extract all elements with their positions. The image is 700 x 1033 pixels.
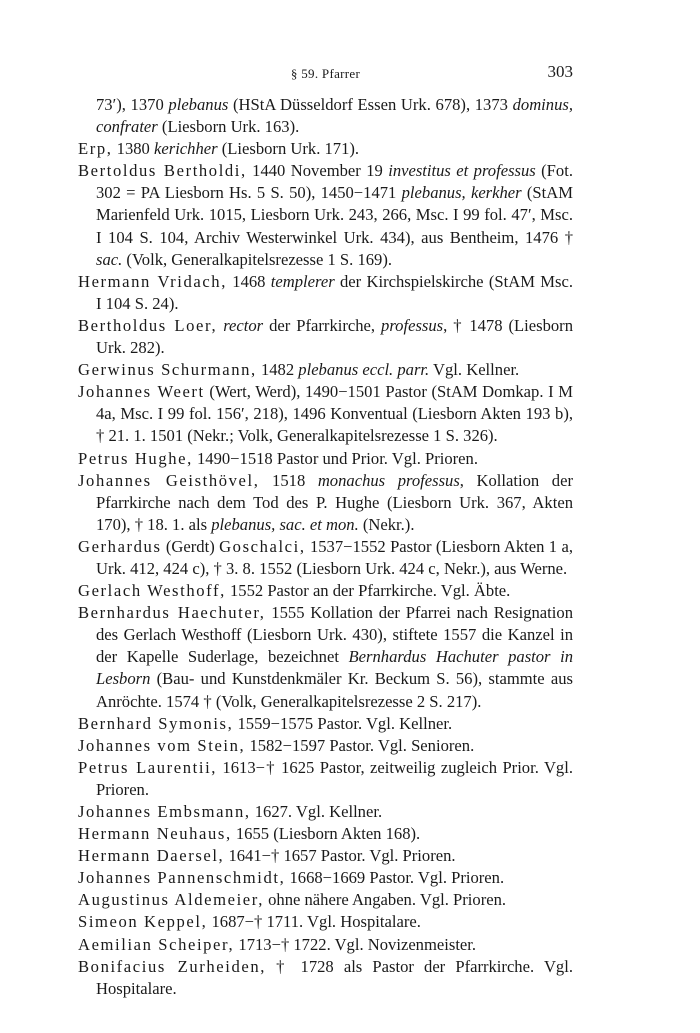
entry-text: (Wert, Werd), 1490−1501 Pastor (StAM Domkap. I M 4a, Msc. I 99 fol. 156′, 218), 1496 Konventual (Liesborn Akten 193 b), † 21. 1. 1501 (Nekr.; Volk, Generalkapitelsrezesse 1 S. 326). [96, 382, 573, 446]
person-name: Johannes Pannenschmidt, [78, 868, 286, 888]
register-entry [78, 470, 573, 536]
register-entry [78, 735, 573, 757]
person-name: Simeon Keppel, [78, 912, 208, 932]
entry-text: 1482 plebanus eccl. parr. Vgl. Kellner. [256, 360, 520, 380]
person-name: Bonifacius Zurheiden, [78, 956, 266, 976]
register-entry [78, 94, 573, 138]
person-name: Bertoldus Bertholdi, [78, 161, 247, 181]
entry-text: 1655 (Liesborn Akten 168). [231, 824, 421, 844]
register-entry [78, 889, 573, 911]
register-entry [78, 271, 573, 315]
register-entry [78, 448, 573, 470]
register-entry [78, 823, 573, 845]
entry-text: (Gerdt) Goschalci, 1537−1552 Pastor (Liesborn Akten 1 a, Urk. 412, 424 c), † 3. 8. 1552 (Liesborn Urk. 424 c, Nekr.), aus Werne. [96, 536, 573, 578]
entry-text: 1518 monachus professus, Kollation der Pfarrkirche nach dem Tod des P. Hughe (Liesborn Urk. 367, Akten 170), † 18. 1. als plebanus, sac. et mon. (Nekr.). [96, 470, 573, 534]
register-entry [78, 956, 573, 1000]
entry-text: 1552 Pastor an der Pfarrkirche. Vgl. Äbte. [225, 581, 511, 601]
entry-text: 1559−1575 Pastor. Vgl. Kellner. [233, 713, 453, 733]
entry-text: 1440 November 19 investitus et professus (Fot. 302 = PA Liesborn Hs. 5 S. 50), 1450−1471 plebanus, kerkher (StAM Marienfeld Urk. 1015, Liesborn Urk. 243, 266, Msc. I 99 fol. 47′, Msc. I 104 S. 104, Archiv Westerwinkel Urk. 434), aus Bentheim, 1476 † sac. (Volk, Generalkapitelsrezesse 1 S. 169). [96, 161, 573, 269]
entry-text: 1641−† 1657 Pastor. Vgl. Prioren. [224, 846, 456, 866]
person-name: Gerhardus [78, 536, 162, 556]
person-name: Bernhard Symonis, [78, 713, 234, 733]
register-entry [78, 160, 573, 270]
person-name: Hermann Neuhaus, [78, 824, 232, 844]
register-entry [78, 381, 573, 447]
person-name: Augustinus Aldemeier, [78, 890, 264, 910]
person-name: Bernhardus Haechuter, [78, 603, 266, 623]
register-entry [78, 867, 573, 889]
entry-text: 1687−† 1711. Vgl. Hospitalare. [207, 912, 421, 932]
register-entry [78, 138, 573, 160]
person-name: Bertholdus Loer, [78, 315, 218, 335]
entry-text: rector der Pfarrkirche, professus, † 1478 (Liesborn Urk. 282). [96, 315, 574, 358]
person-name: Gerwinus Schurmann, [78, 360, 257, 380]
entry-text: 1582−1597 Pastor. Vgl. Senioren. [245, 735, 475, 755]
person-name: Johannes Geisthövel, [78, 470, 260, 490]
entry-text: 1468 templerer der Kirchspielskirche (StAM Msc. I 104 S. 24). [96, 271, 573, 313]
register-entry [78, 580, 573, 602]
section-title: § 59. Pfarrer [290, 66, 361, 81]
register-entry [78, 801, 573, 823]
entry-text: 1713−† 1722. Vgl. Novizenmeister. [234, 934, 477, 954]
entry-text: 1380 kerichher (Liesborn Urk. 171). [112, 139, 360, 159]
page-number: 303 [547, 62, 573, 81]
person-name: Gerlach Westhoff, [78, 581, 226, 601]
entry-list [78, 94, 573, 1000]
register-entry [78, 315, 573, 359]
register-entry [78, 845, 573, 867]
person-name: Johannes Weert [78, 382, 205, 402]
register-entry [78, 713, 573, 735]
entry-text: 1668−1669 Pastor. Vgl. Prioren. [285, 868, 505, 888]
entry-text: ohne nähere Angaben. Vgl. Prioren. [263, 890, 507, 910]
entry-text: † 1728 als Pastor der Pfarrkirche. Vgl. Hospitalare. [96, 956, 573, 998]
entry-text: 1613−† 1625 Pastor, zeitweilig zugleich Prior. Vgl. Prioren. [96, 757, 573, 799]
register-entry [78, 536, 573, 580]
person-name: Johannes vom Stein, [78, 735, 246, 755]
person-name: Petrus Hughe, [78, 448, 193, 468]
entry-text: 1555 Kollation der Pfarrei nach Resignation des Gerlach Westhoff (Liesborn Urk. 430), stiftete 1557 die Kanzel in der Kapelle Suderlage, bezeichnet Bernhardus Hachuter pastor in Lesborn (Bau- und Kunstdenkmäler Kr. Beckum S. 56), stammte aus Anröchte. 1574 † (Volk, Generalkapitelsrezesse 2 S. 217). [96, 603, 573, 711]
entry-text: 73′), 1370 plebanus (HStA Düsseldorf Essen Urk. 678), 1373 dominus, confrater (Liesborn Urk. 163). [96, 95, 573, 137]
running-header [78, 62, 573, 86]
register-entry [78, 602, 573, 712]
register-entry [78, 757, 573, 801]
register-entry [78, 911, 573, 933]
person-name: Aemilian Scheiper, [78, 934, 235, 954]
person-name: Hermann Daersel, [78, 846, 225, 866]
register-entry [78, 934, 573, 956]
person-name: Hermann Vridach, [78, 271, 227, 291]
person-name: Petrus Laurentii, [78, 757, 218, 777]
entry-text: 1627. Vgl. Kellner. [250, 802, 383, 821]
register-entry [78, 359, 573, 381]
person-name: Johannes Embsmann, [78, 802, 251, 821]
entry-text: 1490−1518 Pastor und Prior. Vgl. Prioren. [192, 448, 478, 468]
person-name: Erp, [78, 139, 113, 159]
